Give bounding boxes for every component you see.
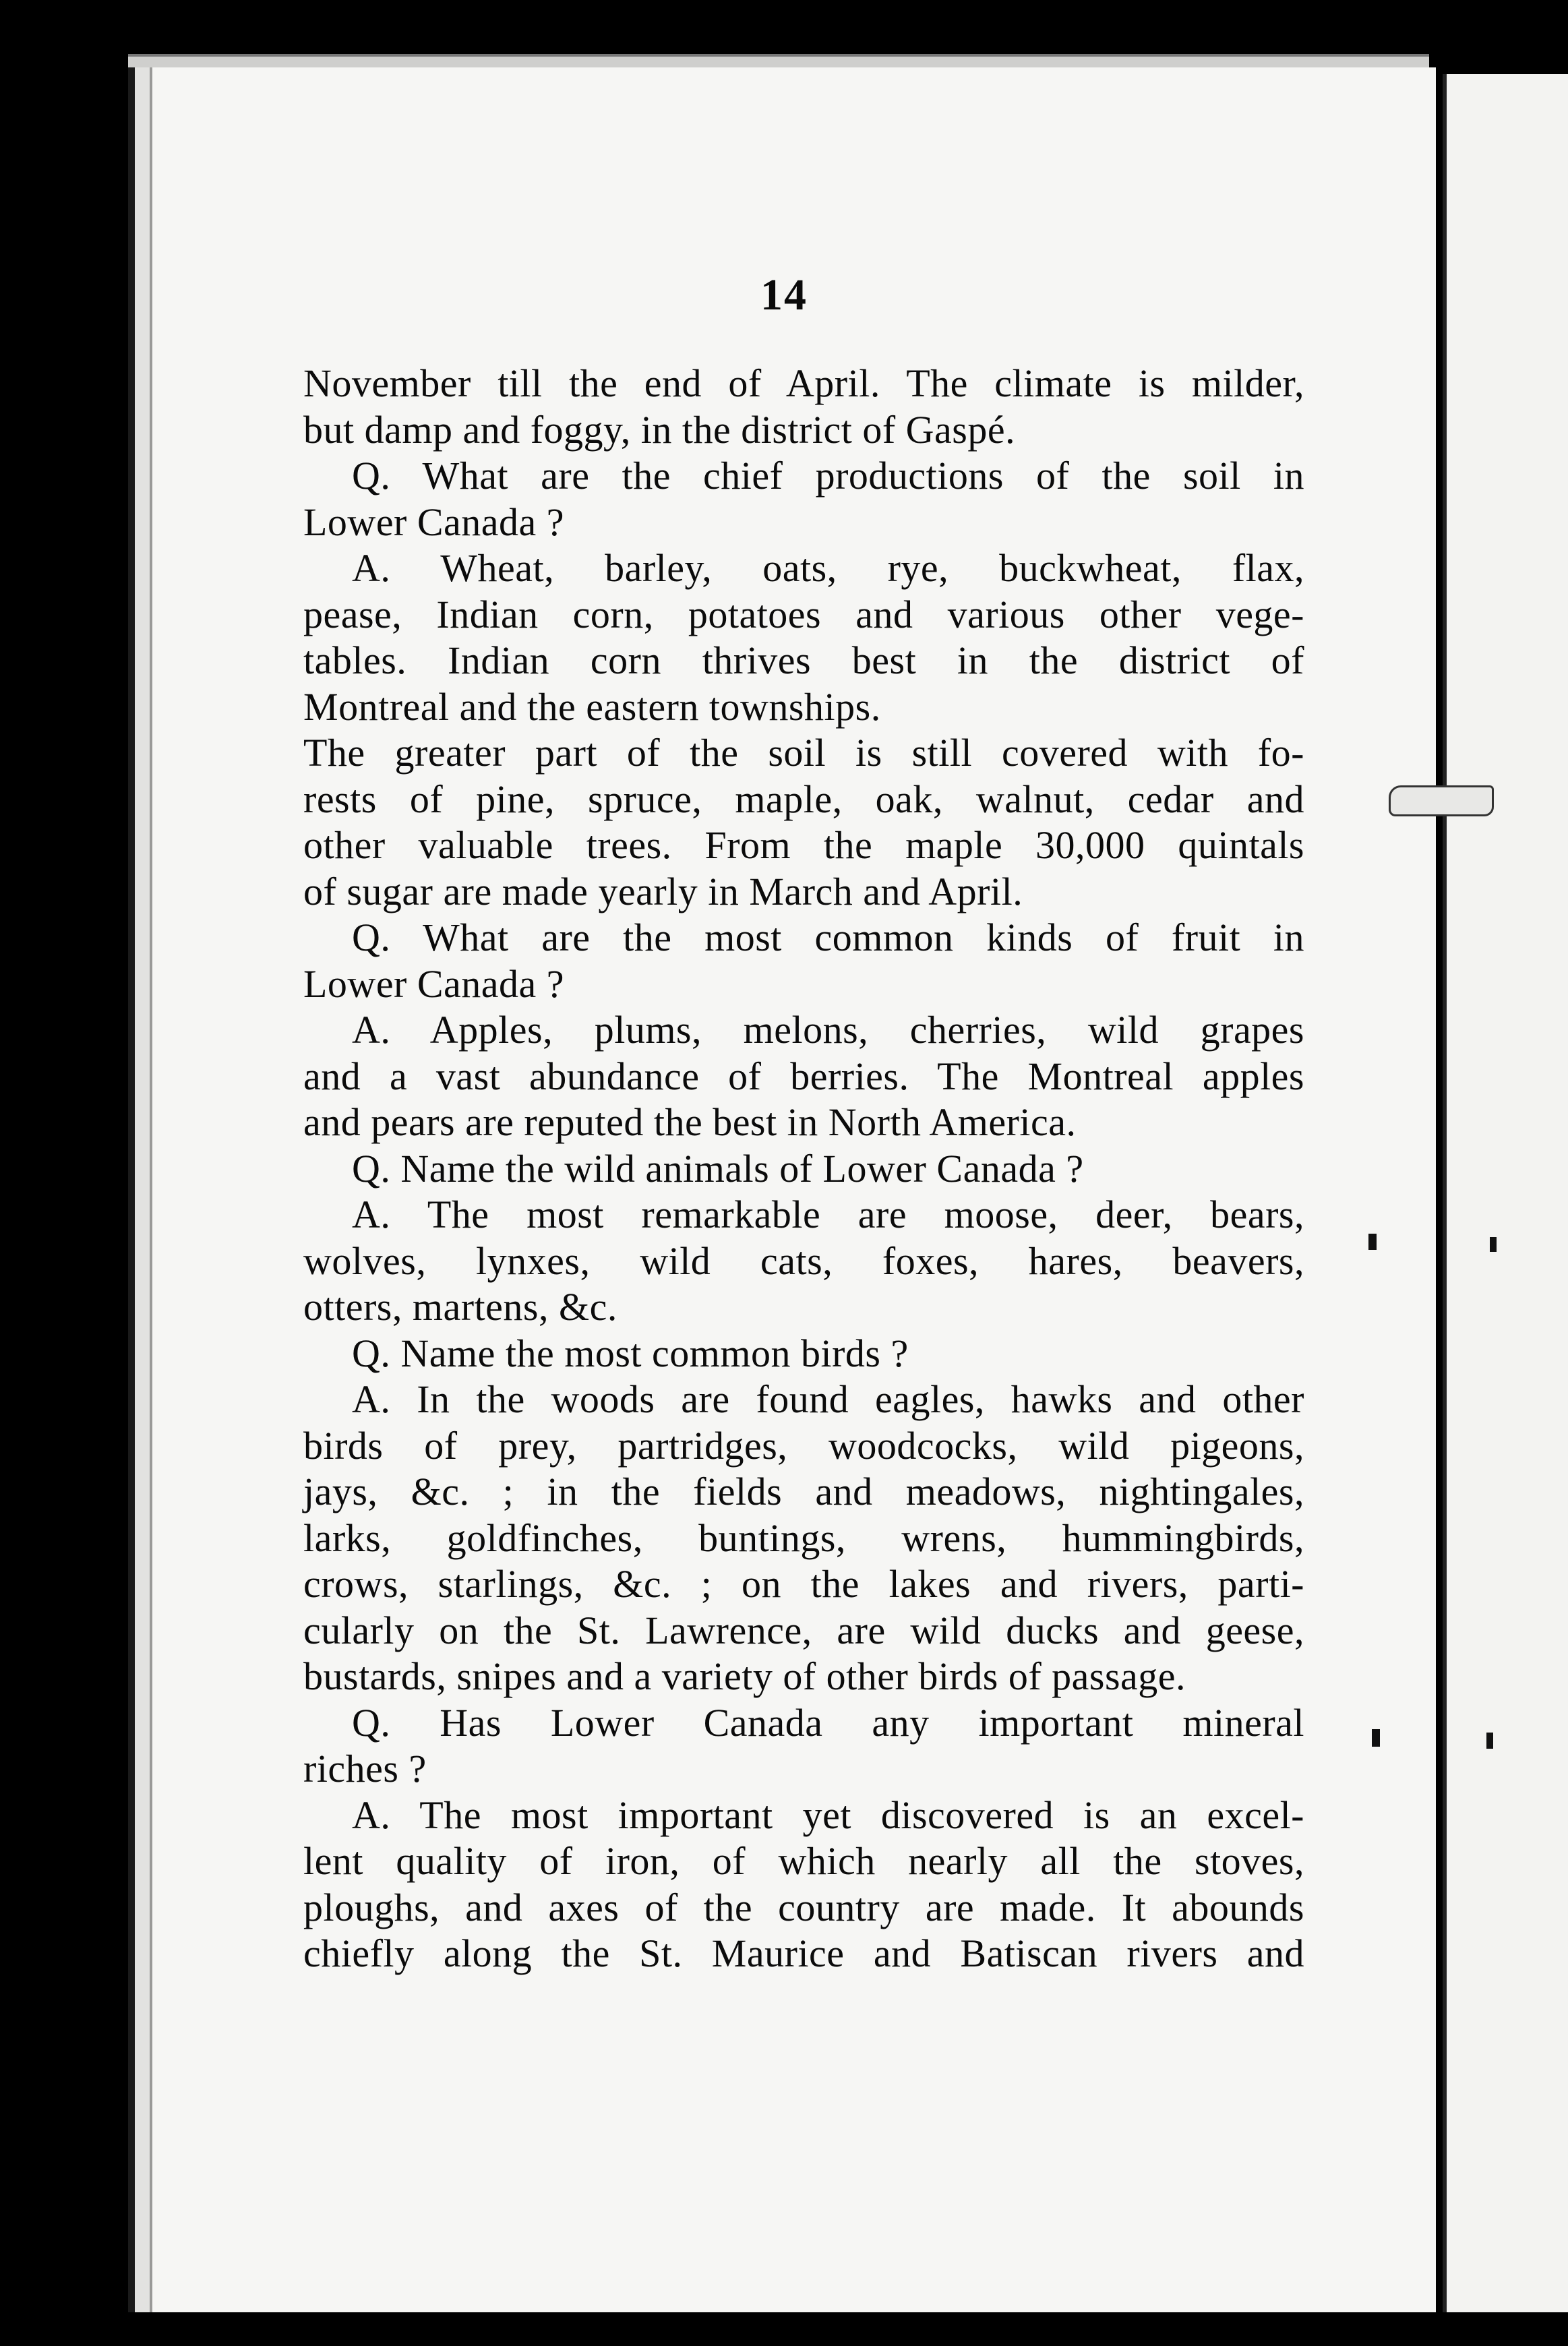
page-number: 14 — [760, 270, 808, 320]
text-line: The greater part of the soil is still covered with fo- — [303, 731, 1304, 775]
text-line: November till the end of April. The climate is milder, — [303, 361, 1304, 405]
text-line: A. Wheat, barley, oats, rye, buckwheat, flax, — [352, 546, 1304, 590]
text-line: chiefly along the St. Maurice and Batiscan rivers and — [303, 1931, 1304, 1975]
text-line: riches ? — [303, 1747, 427, 1791]
text-line: rests of pine, spruce, maple, oak, walnut, cedar and — [303, 777, 1304, 821]
text-line: birds of prey, partridges, woodcocks, wild pigeons, — [303, 1423, 1304, 1468]
text-line: cularly on the St. Lawrence, are wild ducks and geese, — [303, 1608, 1304, 1652]
text-line: A. The most remarkable are moose, deer, bears, — [352, 1193, 1304, 1236]
text-line: Lower Canada ? — [303, 961, 565, 1006]
text-line: Q. Name the most common birds ? — [352, 1331, 909, 1375]
text-line: otters, martens, &c. — [303, 1285, 617, 1329]
text-line: Q. What are the most common kinds of fruit in — [352, 915, 1304, 959]
text-line: tables. Indian corn thrives best in the district of — [303, 638, 1304, 682]
text-line: A. The most important yet discovered is an excel- — [352, 1793, 1304, 1837]
text-line: wolves, lynxes, wild cats, foxes, hares, beavers, — [303, 1238, 1304, 1283]
page-body-text — [303, 361, 1304, 1977]
text-line: jays, &c. ; in the fields and meadows, nightingales, — [303, 1470, 1304, 1513]
text-line: larks, goldfinches, buntings, wrens, hummingbirds, — [303, 1515, 1304, 1560]
text-line: and pears are reputed the best in North America. — [303, 1100, 1077, 1144]
binding-mark — [1372, 1729, 1380, 1747]
text-line: bustards, snipes and a variety of other birds of passage. — [303, 1654, 1186, 1698]
text-line: Q. Has Lower Canada any important mineral — [352, 1700, 1304, 1745]
text-line: Q. What are the chief productions of the soil in — [352, 454, 1304, 498]
binding-mark — [1486, 1733, 1493, 1749]
facing-page-edge — [1443, 74, 1568, 2312]
text-line: pease, Indian corn, potatoes and various other vege- — [303, 592, 1304, 636]
text-line: Lower Canada ? — [303, 500, 565, 544]
text-line: ploughs, and axes of the country are made. It abounds — [303, 1885, 1304, 1929]
binding-mark — [1490, 1237, 1497, 1252]
text-line: Montreal and the eastern townships. — [303, 684, 881, 729]
text-line: A. Apples, plums, melons, cherries, wild grapes — [352, 1008, 1304, 1052]
text-line: and a vast abundance of berries. The Montreal apples — [303, 1054, 1304, 1098]
text-line: crows, starlings, &c. ; on the lakes and rivers, parti- — [303, 1562, 1304, 1606]
binding-mark — [1389, 785, 1494, 816]
text-line: A. In the woods are found eagles, hawks and other — [352, 1377, 1304, 1421]
text-line: but damp and foggy, in the district of Gaspé. — [303, 407, 1016, 452]
text-line: lent quality of iron, of which nearly all the stoves, — [303, 1839, 1304, 1883]
text-line: Q. Name the wild animals of Lower Canada ? — [352, 1146, 1084, 1191]
text-line: other valuable trees. From the maple 30,000 quintals — [303, 823, 1304, 867]
text-line: of sugar are made yearly in March and April. — [303, 869, 1023, 913]
binding-mark — [1368, 1234, 1377, 1250]
